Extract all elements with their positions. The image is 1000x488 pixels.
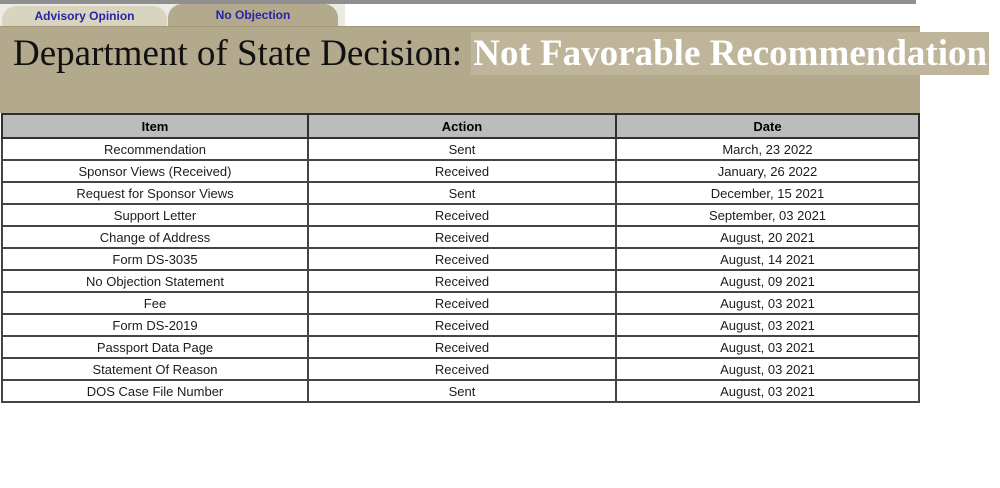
column-header-date: Date [616,114,919,138]
item-cell: Form DS-3035 [2,248,308,270]
action-cell: Received [308,336,616,358]
action-cell: Received [308,160,616,182]
column-header-action: Action [308,114,616,138]
table-row [2,226,919,248]
date-cell: August, 03 2021 [616,292,919,314]
date-cell: August, 09 2021 [616,270,919,292]
action-cell: Received [308,292,616,314]
date-cell: September, 03 2021 [616,204,919,226]
date-cell: August, 20 2021 [616,226,919,248]
tab-no-objection[interactable] [168,4,338,26]
table-row [2,182,919,204]
item-cell: Form DS-2019 [2,314,308,336]
column-header-item: Item [2,114,308,138]
table-row [2,160,919,182]
table-row [2,380,919,402]
date-cell: March, 23 2022 [616,138,919,160]
table-row [2,248,919,270]
tab-advisory-opinion[interactable] [2,6,167,26]
item-cell: Statement Of Reason [2,358,308,380]
item-cell: DOS Case File Number [2,380,308,402]
date-cell: August, 14 2021 [616,248,919,270]
item-cell: Request for Sponsor Views [2,182,308,204]
table-row [2,336,919,358]
table-row [2,358,919,380]
item-cell: No Objection Statement [2,270,308,292]
action-cell: Received [308,314,616,336]
decision-banner [0,26,988,113]
item-cell: Sponsor Views (Received) [2,160,308,182]
decision-banner-title [0,27,988,76]
table-row [2,138,919,160]
item-cell: Fee [2,292,308,314]
action-cell: Received [308,226,616,248]
decision-banner-prefix: Department of State Decision: [13,33,472,74]
action-cell: Received [308,204,616,226]
table-row [2,292,919,314]
action-cell: Received [308,358,616,380]
date-cell: August, 03 2021 [616,380,919,402]
date-cell: January, 26 2022 [616,160,919,182]
table-row [2,204,919,226]
tab-strip [0,4,1000,26]
date-cell: August, 03 2021 [616,336,919,358]
table-row [2,314,919,336]
date-cell: December, 15 2021 [616,182,919,204]
table-row [2,270,919,292]
date-cell: August, 03 2021 [616,314,919,336]
tab-advisory-opinion-label: Advisory Opinion [34,9,135,23]
action-cell: Sent [308,182,616,204]
item-cell: Recommendation [2,138,308,160]
table-header-row [2,114,919,138]
action-cell: Received [308,248,616,270]
date-cell: August, 03 2021 [616,358,919,380]
action-cell: Received [308,270,616,292]
case-status-table [1,113,920,403]
item-cell: Passport Data Page [2,336,308,358]
item-cell: Support Letter [2,204,308,226]
tab-no-objection-label: No Objection [215,8,291,22]
action-cell: Sent [308,380,616,402]
action-cell: Sent [308,138,616,160]
decision-banner-result: Not Favorable Recommendation [473,33,988,74]
item-cell: Change of Address [2,226,308,248]
